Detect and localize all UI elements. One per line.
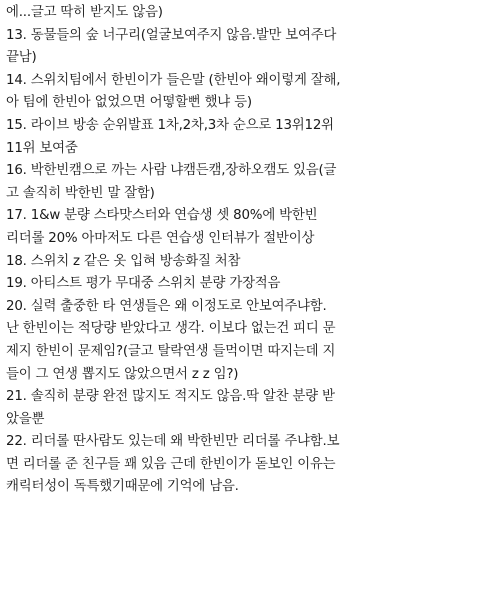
note-line: 22. 리더롤 딴사람도 있는데 왜 박한빈만 리더롤 주냐함.보 — [6, 434, 340, 450]
note-line: 15. 라이브 방송 순위발표 1차,2차,3차 순으로 13위12위 — [6, 117, 334, 133]
note-line: 21. 솔직히 분량 완전 많지도 적지도 않음.딱 알찬 분량 받 — [6, 389, 335, 405]
note-line: 아 팀에 한빈아 없었으면 어떻할뻔 했냐 등) — [6, 95, 252, 111]
note-line: 13. 동물들의 숲 너구리(얼굴보여주지 않음.발만 보여주다 — [6, 27, 337, 43]
note-line: 면 리더롤 준 친구들 꽤 있음 근데 한빈이가 돋보인 이유는 — [6, 456, 336, 472]
note-line: 14. 스위치팀에서 한빈이가 들은말 (한빈아 왜이렇게 잘해, — [6, 72, 341, 88]
note-line: 18. 스위치 z 같은 옷 입혀 방송화질 처참 — [6, 253, 241, 269]
note-line: 캐릭터성이 독특했기때문에 기억에 남음. — [6, 479, 239, 495]
note-line: 난 한빈이는 적당량 받았다고 생각. 이보다 없는건 피디 문 — [6, 321, 336, 337]
note-line: 11위 보여줌 — [6, 140, 78, 156]
note-line: 끝남) — [6, 50, 37, 66]
note-line: 았을뿐 — [6, 411, 45, 427]
note-line: 리더롤 20% 아마저도 다른 연습생 인터뷰가 절반이상 — [6, 230, 315, 246]
note-line: 19. 아티스트 평가 무대중 스위치 분량 가장적음 — [6, 276, 281, 292]
note-line: 고 솔직히 박한빈 말 잘함) — [6, 185, 155, 201]
note-line: 20. 실력 출중한 타 연생들은 왜 이정도로 안보여주냐함. — [6, 298, 327, 314]
note-text — [6, 2, 476, 499]
note-line: 들이 그 연생 뽑지도 않았으면서 z z 임?) — [6, 366, 239, 382]
note-line: 17. 1&w 분량 스타맛스터와 연습생 셋 80%에 박한빈 — [6, 208, 318, 224]
note-line: 16. 박한빈캠으로 까는 사람 냐캠든캠,장하오캠도 있음(글 — [6, 163, 337, 179]
note-line: 에...글고 딱히 받지도 않음) — [6, 5, 163, 20]
note-line: 제지 한빈이 문제임?(글고 탈락연생 들먹이면 따지는데 지 — [6, 343, 336, 359]
